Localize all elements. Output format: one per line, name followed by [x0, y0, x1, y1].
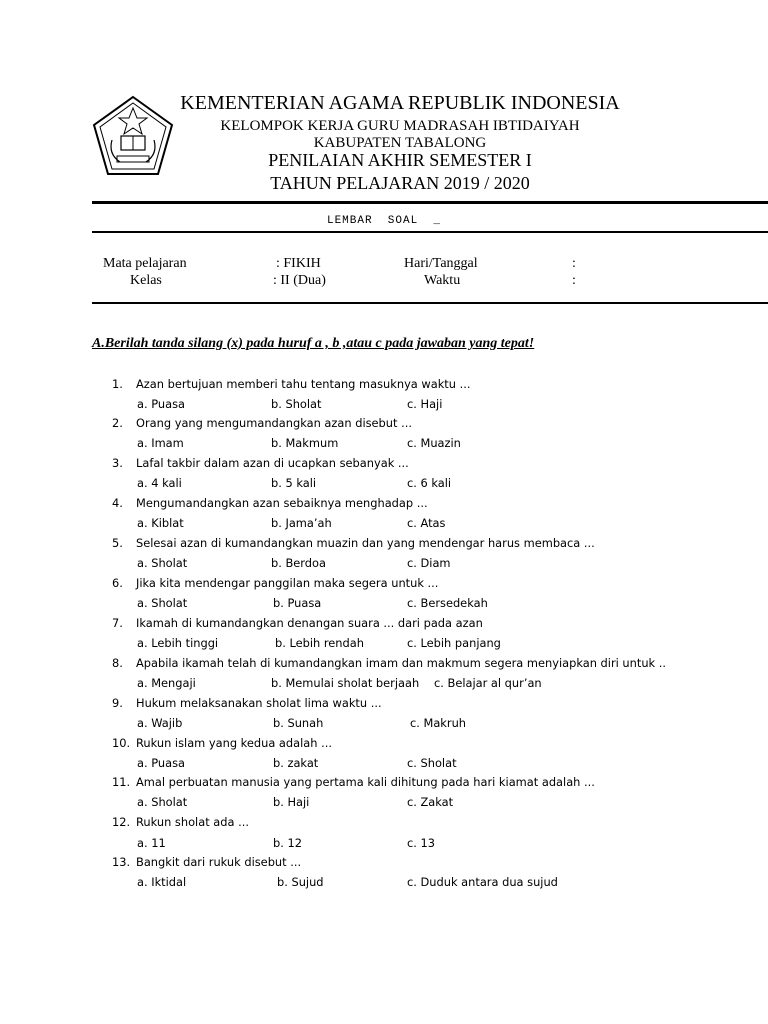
question-text: Rukun sholat ada ...: [136, 815, 249, 829]
option-a: a. 4 kali: [137, 476, 182, 490]
option-c: c. Muazin: [407, 436, 461, 450]
option-c: c. Bersedekah: [407, 596, 488, 610]
option-a: a. Puasa: [137, 397, 186, 411]
question-text: Mengumandangkan azan sebaiknya menghadap ...: [136, 496, 428, 510]
option-a: a. Kiblat: [137, 516, 184, 530]
question-text: Jika kita mendengar panggilan maka segera untuk ...: [136, 576, 439, 590]
option-b: b. Jama’ah: [271, 516, 332, 530]
option-a: a. Lebih tinggi: [137, 636, 219, 650]
subject-label: Mata pelajaran: [103, 256, 187, 271]
question-text: Orang yang mengumandangkan azan disebut ...: [136, 416, 412, 430]
option-a: a. 11: [137, 836, 166, 850]
option-c: c. Sholat: [407, 756, 457, 770]
option-c: c. 13: [407, 836, 435, 850]
question-text: Ikamah di kumandangkan denangan suara ... dari pada azan: [136, 616, 483, 630]
regency-title: KABUPATEN TABALONG: [313, 135, 487, 151]
question-number: 13.: [112, 855, 131, 869]
option-b: b. 5 kali: [271, 476, 317, 490]
option-b: b. Makmum: [271, 436, 339, 450]
question-text: Rukun islam yang kedua adalah ...: [136, 736, 332, 750]
option-a: a. Sholat: [137, 556, 188, 570]
question-number: 7.: [112, 616, 123, 630]
subject-value: : FIKIH: [276, 256, 321, 271]
option-c: c. Diam: [407, 556, 451, 570]
question-text: Selesai azan di kumandangkan muazin dan yang mendengar harus membaca ...: [136, 536, 595, 550]
option-c: c. Belajar al qur’an: [434, 676, 542, 690]
question-number: 6.: [112, 576, 123, 590]
question-text: Lafal takbir dalam azan di ucapkan sebanyak ...: [136, 456, 409, 470]
option-c: c. 6 kali: [407, 476, 452, 490]
option-b: b. zakat: [273, 756, 319, 770]
option-b: b. Puasa: [273, 596, 322, 610]
option-c: c. Zakat: [407, 795, 454, 809]
option-a: a. Sholat: [137, 795, 188, 809]
option-c: c. Duduk antara dua sujud: [407, 875, 558, 889]
class-label: Kelas: [130, 273, 162, 288]
option-a: a. Puasa: [137, 756, 186, 770]
option-b: b. Sholat: [271, 397, 322, 411]
academic-year: TAHUN PELAJARAN 2019 / 2020: [270, 173, 530, 193]
sheet-title: LEMBAR SOAL _: [326, 215, 442, 227]
option-a: a. Imam: [137, 436, 184, 450]
option-b: b. Berdoa: [271, 556, 326, 570]
option-a: a. Mengaji: [137, 676, 196, 690]
exam-title: PENILAIAN AKHIR SEMESTER I: [268, 150, 532, 170]
option-b: b. Haji: [273, 795, 310, 809]
sheet-title-divider: [92, 231, 768, 233]
option-b: b. 12: [273, 836, 302, 850]
question-text: Apabila ikamah telah di kumandangkan imam dan makmum segera menyiapkan diri untuk ..: [136, 656, 667, 670]
option-a: a. Sholat: [137, 596, 188, 610]
question-number: 2.: [112, 416, 123, 430]
info-divider: [92, 302, 768, 304]
question-text: Amal perbuatan manusia yang pertama kali dihitung pada hari kiamat adalah ...: [136, 775, 595, 789]
day-label: Hari/Tanggal: [404, 256, 478, 271]
teacher-group-title: KELOMPOK KERJA GURU MADRASAH IBTIDAIYAH: [220, 118, 580, 134]
question-text: Hukum melaksanakan sholat lima waktu ...: [136, 696, 382, 710]
question-text: Azan bertujuan memberi tahu tentang masuknya waktu ...: [136, 377, 471, 391]
option-b: b. Lebih rendah: [275, 636, 364, 650]
time-label: Waktu: [424, 273, 461, 288]
question-number: 8.: [112, 656, 123, 670]
question-number: 1.: [112, 377, 123, 391]
option-c: c. Atas: [407, 516, 446, 530]
question-number: 4.: [112, 496, 123, 510]
option-c: c. Makruh: [410, 716, 467, 730]
option-b: b. Sujud: [277, 875, 324, 889]
option-b: b. Memulai sholat berjaah: [271, 676, 420, 690]
header-divider: [92, 201, 768, 204]
option-b: b. Sunah: [273, 716, 324, 730]
time-value: :: [572, 273, 576, 288]
question-number: 11.: [112, 775, 131, 789]
day-value: :: [572, 256, 576, 271]
question-text: Bangkit dari rukuk disebut ...: [136, 855, 302, 869]
question-number: 9.: [112, 696, 123, 710]
option-a: a. Iktidal: [137, 875, 187, 889]
option-a: a. Wajib: [137, 716, 183, 730]
question-number: 12.: [112, 815, 131, 829]
option-c: c. Lebih panjang: [407, 636, 501, 650]
instruction: A.Berilah tanda silang (x) pada huruf a , b ,atau c pada jawaban yang tepat!: [92, 336, 535, 351]
ministry-title: KEMENTERIAN AGAMA REPUBLIK INDONESIA: [180, 92, 620, 114]
question-number: 5.: [112, 536, 123, 550]
class-value: : II (Dua): [273, 273, 326, 288]
option-c: c. Haji: [407, 397, 443, 411]
question-number: 10.: [112, 736, 131, 750]
question-number: 3.: [112, 456, 123, 470]
